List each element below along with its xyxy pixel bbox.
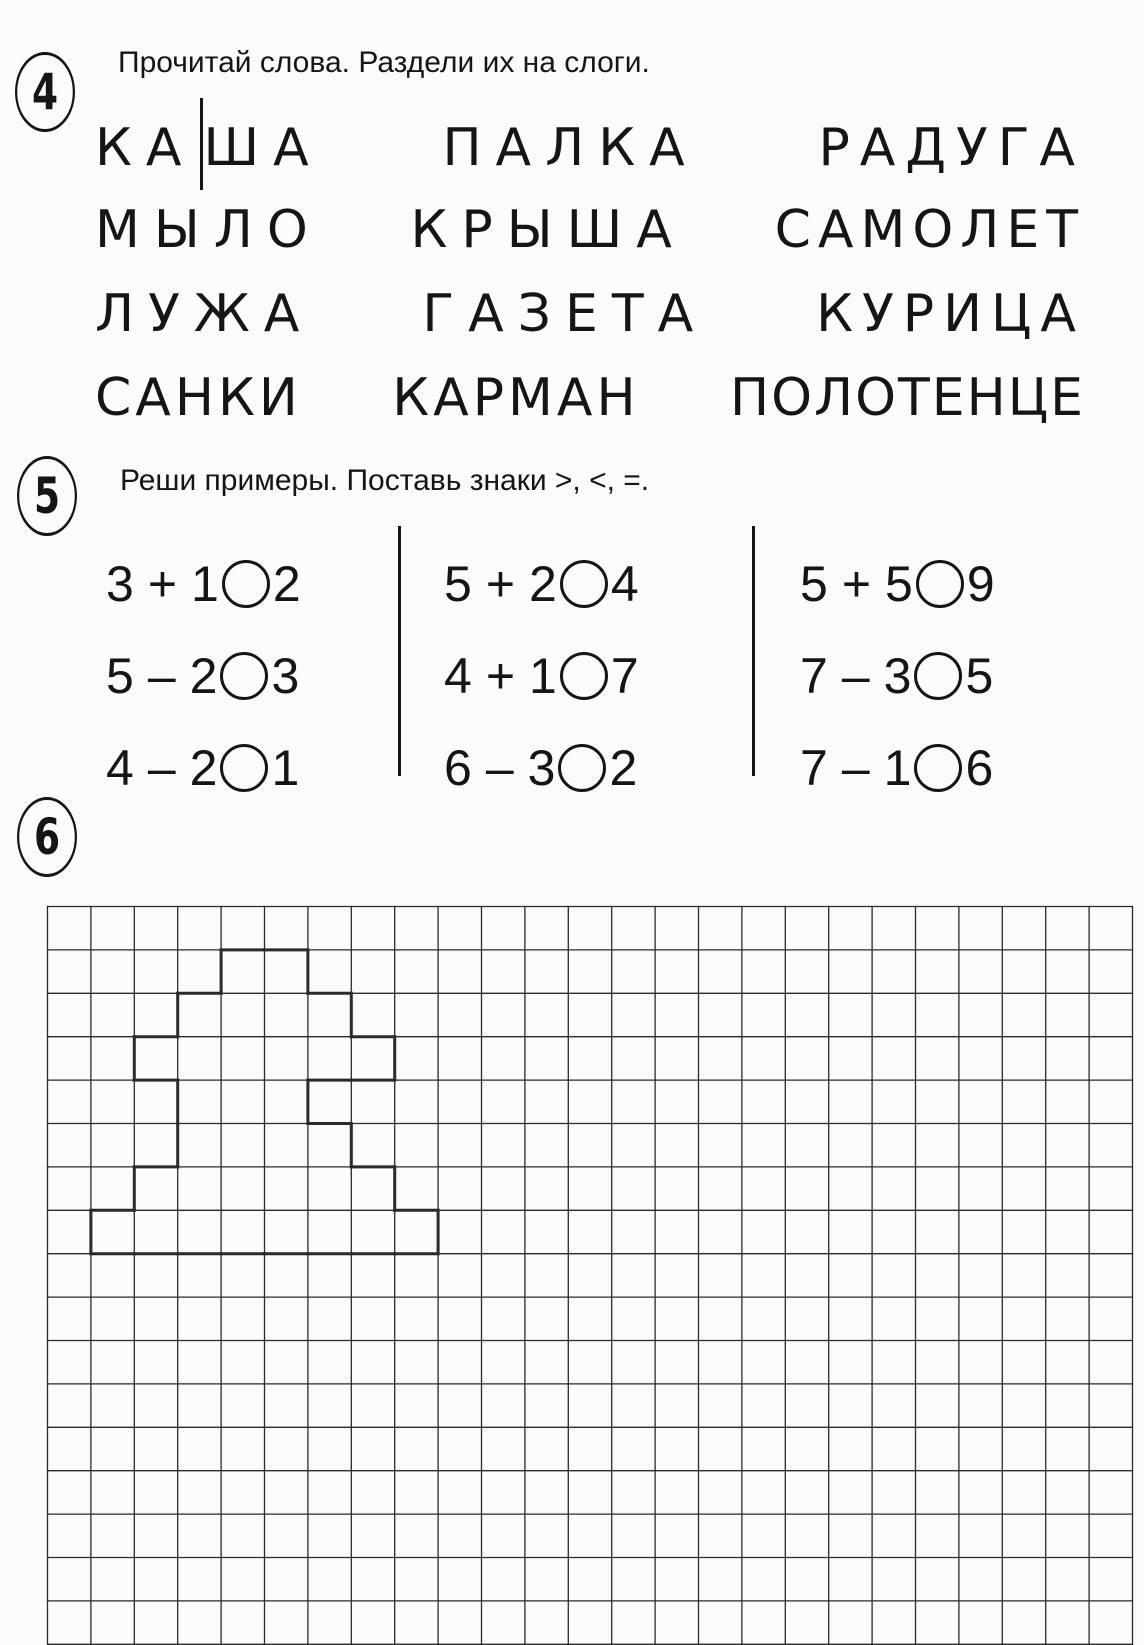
word: САМОЛЕТ (774, 200, 1085, 260)
math-example: 7 – 3 5 (800, 648, 994, 704)
answer-circle[interactable] (914, 652, 962, 700)
word: САНКИ (95, 368, 302, 428)
math-example: 7 – 1 6 (800, 740, 994, 796)
word: КРЫША (410, 200, 686, 260)
math-example: 4 – 2 1 (106, 740, 300, 796)
word: ПОЛОТЕНЦЕ (729, 368, 1085, 428)
word-row-2 (95, 200, 1085, 260)
answer-circle[interactable] (220, 744, 268, 792)
word-row-4 (95, 368, 1085, 428)
answer-circle[interactable] (222, 560, 270, 608)
answer-circle[interactable] (560, 652, 608, 700)
answer-circle[interactable] (220, 652, 268, 700)
answer-circle[interactable] (558, 744, 606, 792)
task-4-number: 4 (15, 52, 75, 132)
word-example-syllable-1: КА (95, 118, 196, 178)
math-example: 4 + 1 7 (444, 648, 639, 704)
word-example (95, 118, 323, 178)
column-divider (752, 526, 755, 776)
word-example-syllable-2: ША (203, 118, 323, 178)
answer-circle[interactable] (914, 744, 962, 792)
word: КУРИЦА (816, 284, 1085, 344)
word: КАРМАН (392, 368, 640, 428)
drawing-grid[interactable] (46, 905, 1134, 1645)
word: МЫЛО (95, 200, 322, 260)
examples-column-1 (106, 538, 301, 814)
answer-circle[interactable] (916, 560, 964, 608)
task-5-number: 5 (17, 456, 77, 536)
math-example: 3 + 1 2 (106, 556, 301, 612)
word-row-1 (95, 118, 1085, 178)
task-4-instruction: Прочитай слова. Раздели их на слоги. (118, 46, 650, 79)
word: ГАЗЕТА (422, 284, 708, 344)
word: РАДУГА (818, 118, 1085, 178)
examples-column-3 (800, 538, 995, 814)
math-example: 6 – 3 2 (444, 740, 638, 796)
word: ЛУЖА (95, 284, 314, 344)
math-example: 5 + 2 4 (444, 556, 639, 612)
examples-column-2 (444, 538, 639, 814)
task-6-number: 6 (17, 797, 77, 877)
task-5-instruction: Реши примеры. Поставь знаки >, <, =. (120, 464, 650, 497)
math-example: 5 – 2 3 (106, 648, 300, 704)
math-example: 5 + 5 9 (800, 556, 995, 612)
column-divider (398, 526, 401, 776)
answer-circle[interactable] (560, 560, 608, 608)
word: ПАЛКА (442, 118, 699, 178)
word-row-3 (95, 284, 1085, 344)
